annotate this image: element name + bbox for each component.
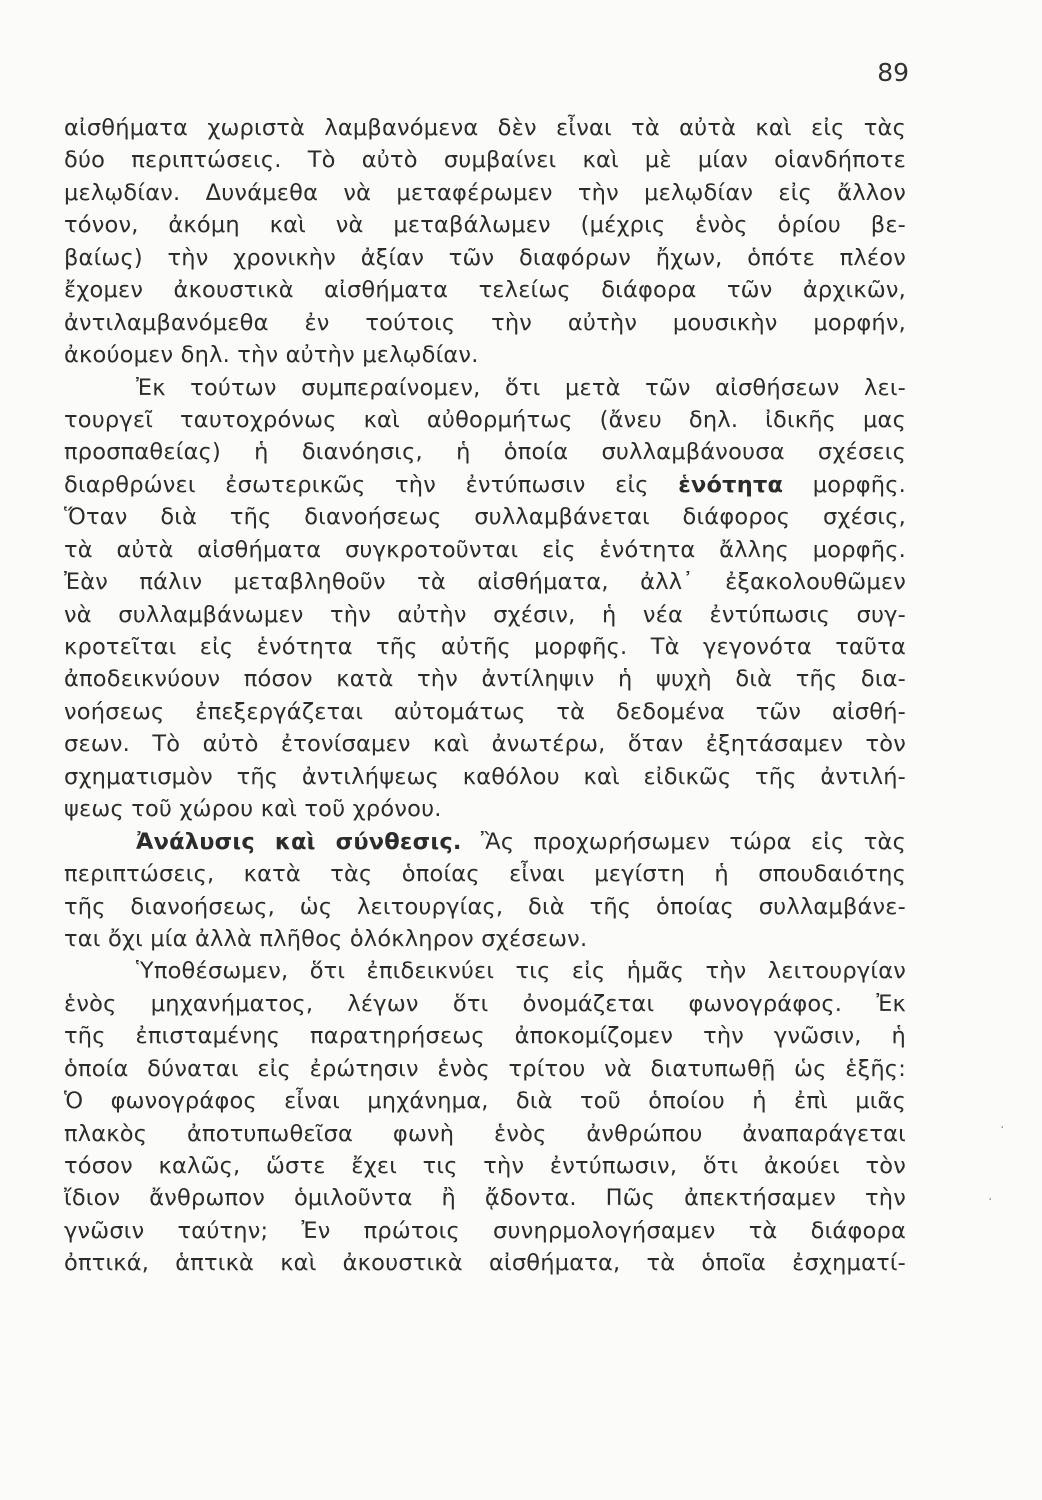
text-line: σεων. Τὸ αὐτὸ ἐτονίσαμεν καὶ ἀνωτέρω, ὅταν ἐξητάσαμεν τὸν — [64, 731, 906, 758]
text-line: ψεως τοῦ χώρου καὶ τοῦ χρόνου. — [64, 796, 442, 823]
text-line: ὁποία δύναται εἰς ἐρώτησιν ἑνὸς τρίτου νὰ διατυπωθῇ ὡς ἑξῆς: — [64, 1055, 906, 1082]
text-line: βαίως) τὴν χρονικὴν ἀξίαν τῶν διαφόρων ἤχων, ὁπότε πλέον — [64, 244, 906, 271]
paragraph — [64, 372, 906, 826]
text-line: περιπτώσεις, κατὰ τὰς ὁποίας εἶναι μεγίστη ἡ σπουδαιότης — [64, 861, 906, 888]
text-line: σχηματισμὸν τῆς ἀντιλήψεως καθόλου καὶ εἰδικῶς τῆς ἀντιλή- — [64, 763, 906, 790]
text-line: μελῳδίαν. Δυνάμεθα νὰ μεταφέρωμεν τὴν μελῳδίαν εἰς ἄλλον — [64, 179, 906, 206]
text-line: ἀποδεικνύουν πόσον κατὰ τὴν ἀντίληψιν ἡ ψυχὴ διὰ τῆς δια- — [64, 666, 906, 693]
text-line: προσπαθείας) ἡ διανόησις, ἡ ὁποία συλλαμβάνουσα σχέσεις — [64, 439, 906, 466]
text-line: ἔχομεν ἀκουστικὰ αἰσθήματα τελείως διάφορα τῶν ἀρχικῶν, — [64, 277, 906, 304]
text-line: πλακὸς ἀποτυπωθεῖσα φωνὴ ἑνὸς ἀνθρώπου ἀναπαράγεται — [64, 1120, 906, 1147]
text-line: τόσον καλῶς, ὥστε ἔχει τις τὴν ἐντύπωσιν, ὅτι ἀκούει τὸν — [64, 1153, 906, 1179]
text-line-end: Ἂς προχωρήσωμεν τώρα εἰς τὰς — [480, 828, 906, 855]
text-line: Ἐκ τούτων συμπεραίνομεν, ὅτι μετὰ τῶν αἰσθήσεων λει- — [136, 374, 906, 401]
text-line: ἴδιον ἄνθρωπον ὁμιλοῦντα ἢ ᾄδοντα. Πῶς ἀπεκτήσαμεν τὴν — [64, 1185, 906, 1212]
paragraph — [64, 955, 906, 1279]
text-line: κροτεῖται εἰς ἑνότητα τῆς αὐτῆς μορφῆς. Τὰ γεγονότα ταῦτα — [64, 634, 906, 660]
text-line: τῆς ἐπισταμένης παρατηρήσεως ἀποκομίζομεν τὴν γνῶσιν, ἡ — [64, 1023, 906, 1050]
scan-speck: · — [1000, 1120, 1005, 1136]
text-line: ὀπτικά, ἁπτικὰ καὶ ἀκουστικὰ αἰσθήματα, τὰ ὁποῖα ἐσχηματί- — [64, 1250, 906, 1277]
text-line: αἰσθήματα χωριστὰ λαμβανόμενα δὲν εἶναι τὰ αὐτὰ καὶ εἰς τὰς — [64, 115, 906, 141]
paragraph — [64, 826, 906, 956]
text-line: ἑνὸς μηχανήματος, λέγων ὅτι ὀνομάζεται φωνογράφος. Ἐκ — [64, 990, 906, 1017]
emphasized-word: ἑνότητα — [678, 471, 784, 498]
text-line: Ὁ φωνογράφος εἶναι μηχάνημα, διὰ τοῦ ὁποίου ἡ ἐπὶ μιᾶς — [64, 1088, 906, 1115]
text-line: τὰ αὐτὰ αἰσθήματα συγκροτοῦνται εἰς ἑνότητα ἄλλης μορφῆς. — [64, 536, 906, 563]
text-line: ται ὄχι μία ἀλλὰ πλῆθος ὁλόκληρον σχέσεων. — [64, 925, 588, 952]
text-line: Ὑποθέσωμεν, ὅτι ἐπιδεικνύει τις εἰς ἡμᾶς τὴν λειτουργίαν — [136, 958, 906, 985]
text-line: τουργεῖ ταυτοχρόνως καὶ αὐθορμήτως (ἄνευ δηλ. ἰδικῆς μας — [64, 406, 906, 433]
text-line-end: μορφῆς. — [812, 471, 906, 498]
paragraph — [64, 112, 906, 372]
text-line-with-heading — [64, 826, 906, 858]
text-line: νὰ συλλαμβάνωμεν τὴν αὐτὴν σχέσιν, ἡ νέα ἐντύπωσις συγ- — [64, 601, 906, 628]
scan-speck: · — [988, 1192, 993, 1208]
text-line: νοήσεως ἐπεξεργάζεται αὐτομάτως τὰ δεδομένα τῶν αἰσθή- — [64, 698, 906, 725]
text-line: γνῶσιν ταύτην; Ἐν πρώτοις συνηρμολογήσαμεν τὰ διάφορα — [64, 1217, 906, 1244]
text-line: τόνον, ἀκόμη καὶ νὰ μεταβάλωμεν (μέχρις ἑνὸς ὁρίου βε- — [64, 212, 906, 239]
section-heading: Ἀνάλυσις καὶ σύνθεσις. — [136, 828, 462, 855]
body-text — [64, 112, 906, 1280]
text-line: Ὅταν διὰ τῆς διανοήσεως συλλαμβάνεται διάφορος σχέσις, — [64, 504, 906, 531]
text-line: ἀντιλαμβανόμεθα ἐν τούτοις τὴν αὐτὴν μουσικὴν μορφήν, — [64, 309, 906, 336]
text-line-with-emphasis — [64, 469, 906, 501]
text-line: Ἐὰν πάλιν μεταβληθοῦν τὰ αἰσθήματα, ἀλλ᾽ ἐξακολουθῶμεν — [64, 569, 906, 596]
text-line: ἀκούομεν δηλ. τὴν αὐτὴν μελῳδίαν. — [64, 342, 479, 369]
text-line-start: διαρθρώνει ἐσωτερικῶς τὴν ἐντύπωσιν εἰς — [64, 471, 649, 498]
text-line: δύο περιπτώσεις. Τὸ αὐτὸ συμβαίνει καὶ μὲ μίαν οἱανδήποτε — [64, 147, 906, 174]
page-number: 89 — [877, 58, 909, 87]
text-line: τῆς διανοήσεως, ὡς λειτουργίας, διὰ τῆς ὁποίας συλλαμβάνε- — [64, 893, 906, 920]
